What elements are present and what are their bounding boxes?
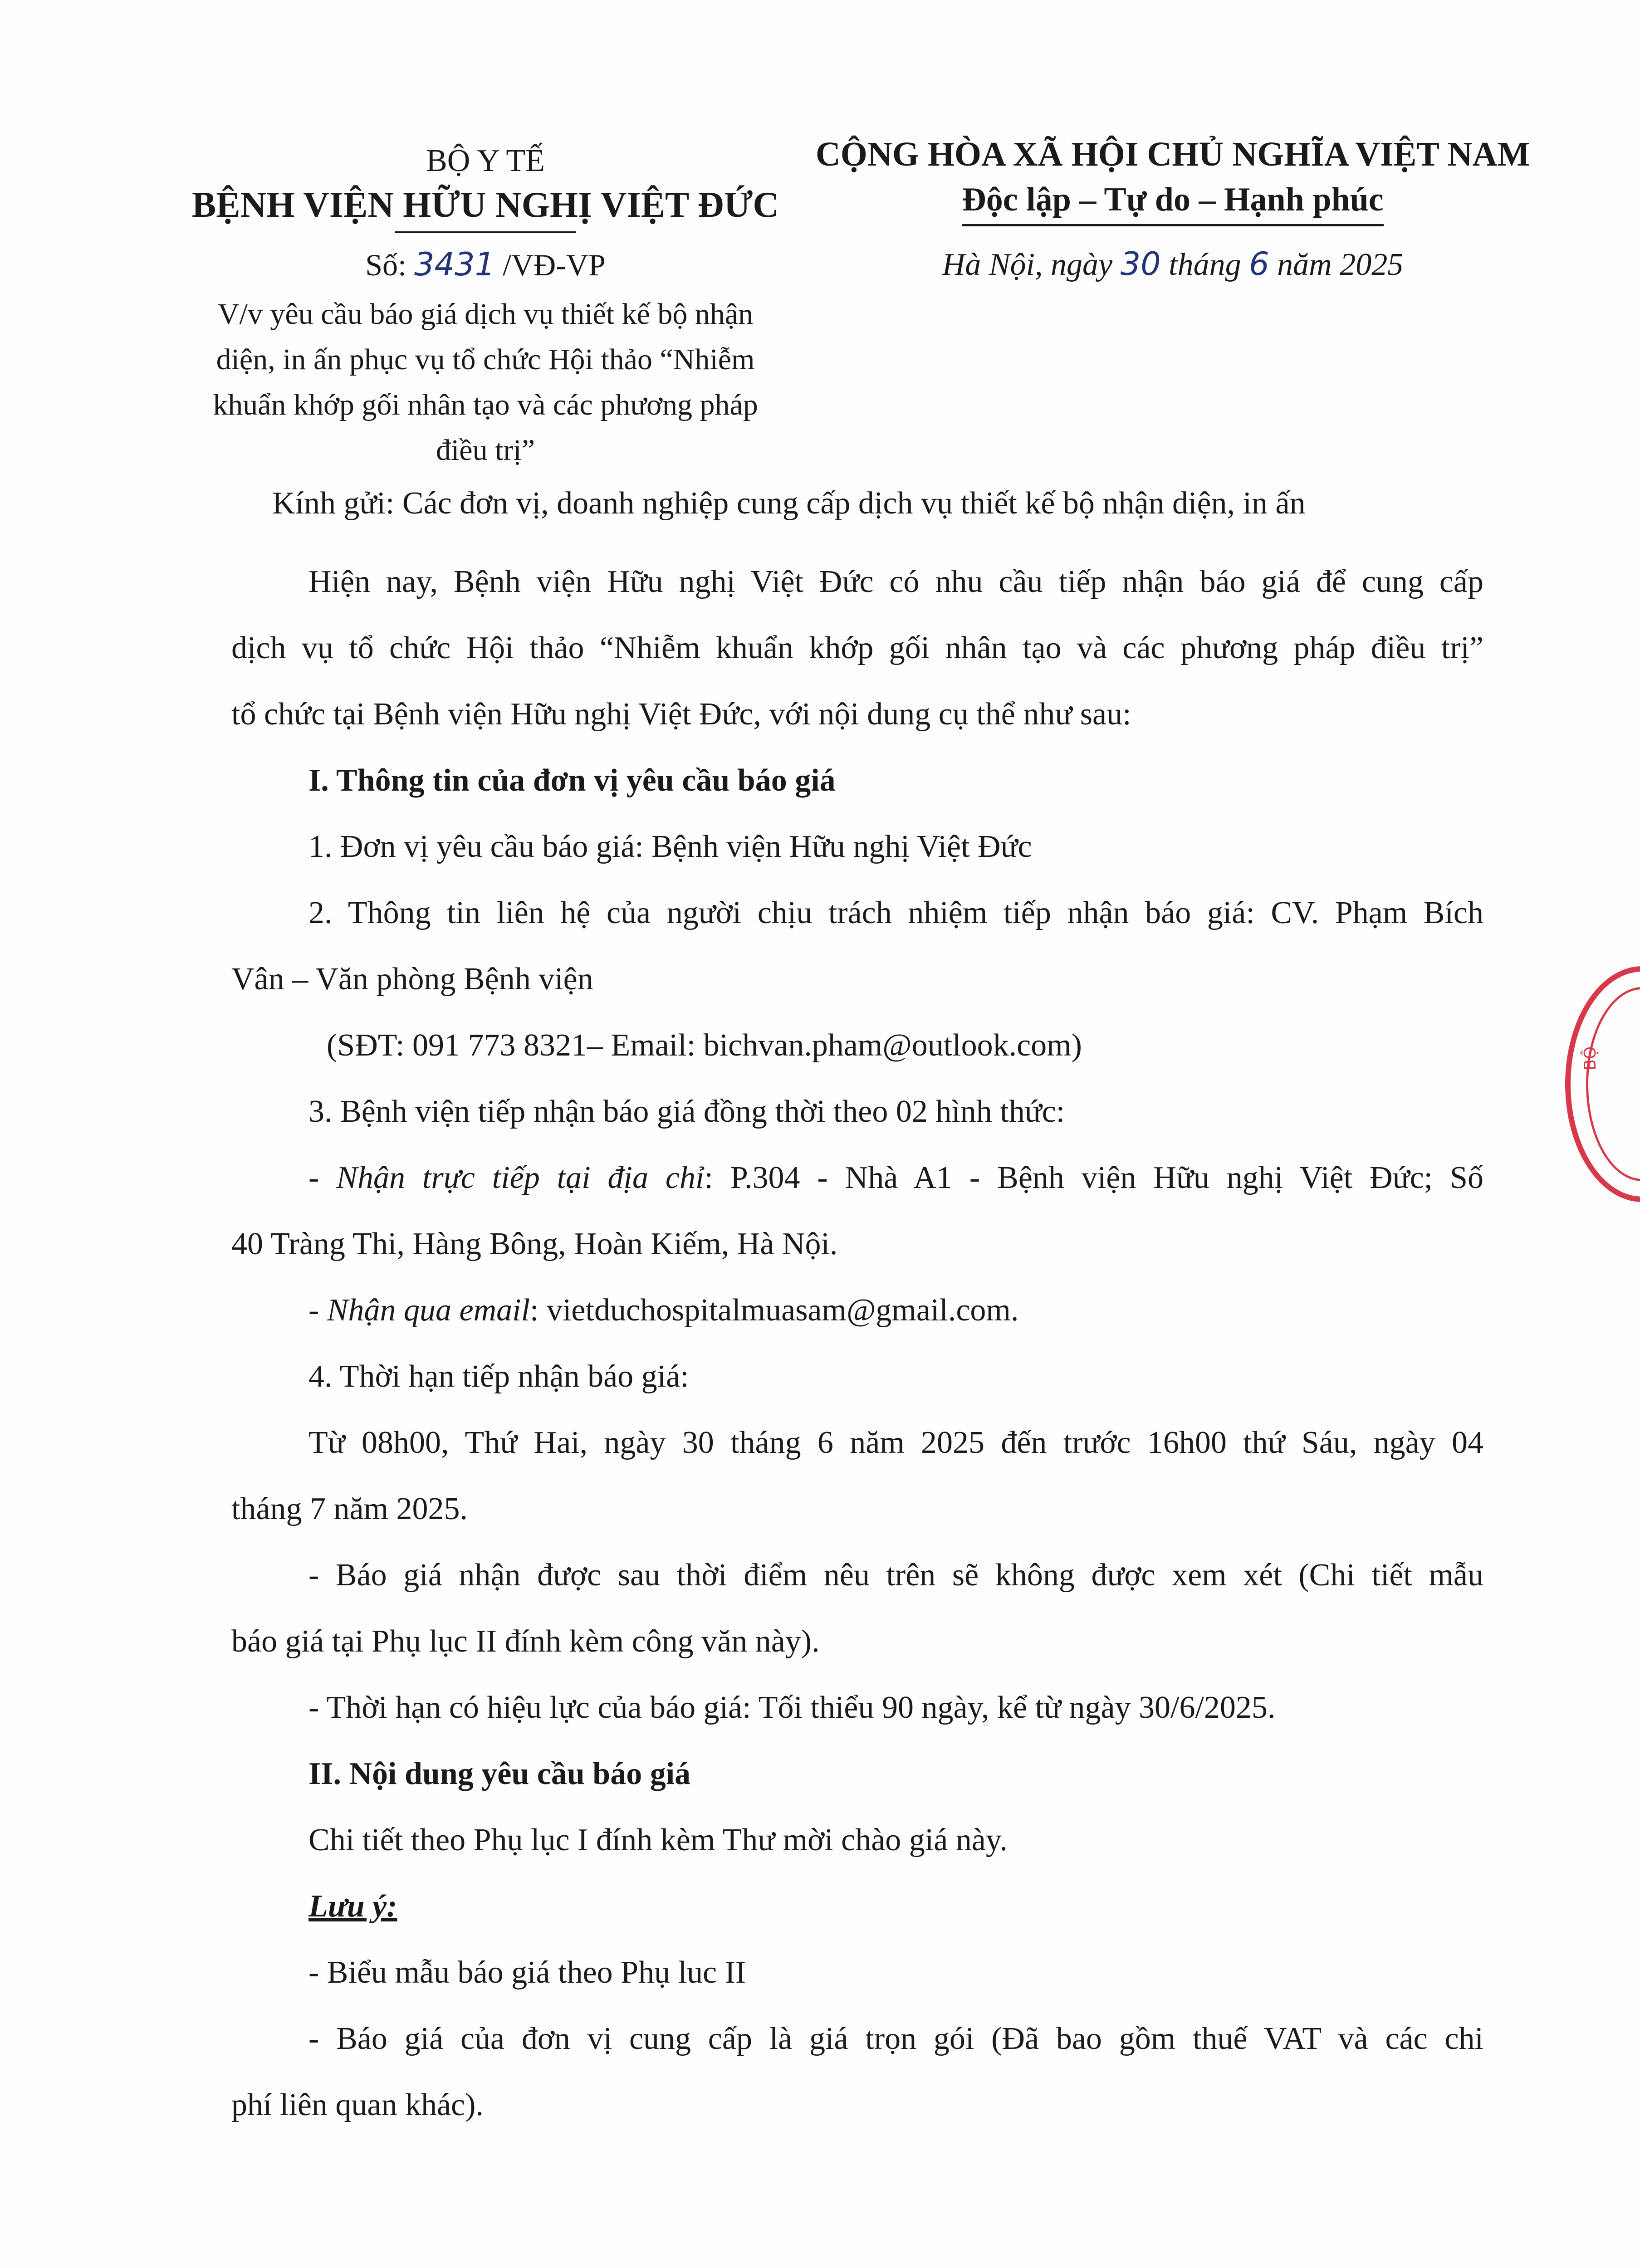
national-header <box>812 132 1533 290</box>
letter-body <box>231 549 1483 2138</box>
item-2-line-1: 2. Thông tin liên hệ của người chịu trách nhiệm tiếp nhận báo giá: CV. Phạm Bích <box>308 895 1483 930</box>
item-3b-label: - Nhận qua email <box>308 1293 530 1328</box>
section-2-text: Chi tiết theo Phụ lục I đính kèm Thư mời chào giá này. <box>308 1823 1008 1857</box>
subject-line-4: điều trị” <box>436 434 535 467</box>
item-4-validity: - Thời hạn có hiệu lực của báo giá: Tối thiểu 90 ngày, kể từ ngày 30/6/2025. <box>308 1690 1276 1725</box>
issuer-underline <box>395 231 576 233</box>
note-title: Lưu ý: <box>308 1889 397 1924</box>
item-4: 4. Thời hạn tiếp nhận báo giá: <box>308 1359 689 1394</box>
doc-number-handwritten: 3431 <box>414 246 495 283</box>
note-2-line-1: - Báo giá của đơn vị cung cấp là giá trọn gói (Đã bao gồm thuế VAT và các chi <box>308 2021 1483 2056</box>
date-month-label: tháng <box>1160 247 1249 282</box>
intro-line-1: Hiện nay, Bệnh viện Hữu nghị Việt Đức có nhu cầu tiếp nhận báo giá để cung cấp <box>308 564 1483 599</box>
item-3a-text: : P.304 - Nhà A1 - Bệnh viện Hữu nghị Việt Đức; Số <box>704 1160 1483 1195</box>
item-2-line-2: Vân – Văn phòng Bệnh viện <box>231 962 593 997</box>
section-1-title: I. Thông tin của đơn vị yêu cầu báo giá <box>308 763 836 798</box>
subject-line-1: V/v yêu cầu báo giá dịch vụ thiết kế bộ nhận <box>217 298 754 331</box>
date-line <box>812 239 1533 290</box>
hospital-name: BỆNH VIỆN HỮU NGHỊ VIỆT ĐỨC <box>191 185 779 225</box>
item-3a-cont: 40 Tràng Thi, Hàng Bông, Hoàn Kiếm, Hà Nội. <box>231 1227 838 1261</box>
item-3a-label: - Nhận trực tiếp tại địa chỉ <box>308 1160 705 1195</box>
intro-line-2: dịch vụ tổ chức Hội thảo “Nhiễm khuẩn khớp gối nhân tạo và các phương pháp điều trị” <box>231 631 1483 665</box>
date-prefix: Hà Nội, ngày <box>942 247 1121 282</box>
subject-line-3: khuẩn khớp gối nhân tạo và các phương pháp <box>213 388 758 421</box>
item-4-line-1: Từ 08h00, Thứ Hai, ngày 30 tháng 6 năm 2025 đến trước 16h00 thứ Sáu, ngày 04 <box>308 1425 1483 1460</box>
date-day-handwritten: 30 <box>1120 245 1161 283</box>
recipient-line: Kính gửi: Các đơn vị, doanh nghiệp cung cấp dịch vụ thiết kế bộ nhận diện, in ấn <box>272 486 1306 521</box>
item-4-note-2: báo giá tại Phụ lục II đính kèm công văn này). <box>231 1624 820 1659</box>
item-3b-text: : vietduchospitalmuasam@gmail.com. <box>530 1293 1019 1328</box>
red-seal-stamp <box>1565 966 1640 1202</box>
note-2-line-2: phí liên quan khác). <box>231 2087 484 2122</box>
item-1: 1. Đơn vị yêu cầu báo giá: Bệnh viện Hữu nghị Việt Đức <box>308 829 1032 864</box>
doc-number-prefix: Số: <box>365 248 414 282</box>
document-number <box>168 240 803 290</box>
item-3b <box>231 1277 1483 1344</box>
section-2-title: II. Nội dung yêu cầu báo giá <box>308 1756 691 1791</box>
issuer-block <box>168 141 803 473</box>
note-1: - Biểu mẫu báo giá theo Phụ luc II <box>308 1955 746 1990</box>
subject-line-2: diện, in ấn phục vụ tổ chức Hội thảo “Nhiễm <box>216 343 755 376</box>
intro-line-3: tổ chức tại Bệnh viện Hữu nghị Việt Đức, với nội dung cụ thể như sau: <box>231 697 1131 732</box>
nation-name: CỘNG HÒA XÃ HỘI CHỦ NGHĨA VIỆT NAM <box>815 135 1530 173</box>
date-year: năm 2025 <box>1269 247 1404 282</box>
item-4-line-2: tháng 7 năm 2025. <box>231 1491 468 1526</box>
item-3: 3. Bệnh viện tiếp nhận báo giá đồng thời theo 02 hình thức: <box>308 1094 1065 1129</box>
seal-text: BỘ <box>1581 1046 1600 1070</box>
item-4-note-1: - Báo giá nhận được sau thời điểm nêu trên sẽ không được xem xét (Chi tiết mẫu <box>308 1558 1483 1593</box>
ministry-name: BỘ Y TẾ <box>426 143 545 178</box>
doc-number-suffix: /VĐ-VP <box>495 248 606 282</box>
date-month-handwritten: 6 <box>1249 245 1269 283</box>
item-3a <box>231 1145 1483 1211</box>
national-motto: Độc lập – Tự do – Hạnh phúc <box>962 177 1383 226</box>
subject-line <box>168 292 803 473</box>
item-2-contact: (SĐT: 091 773 8321– Email: bichvan.pham@outlook.com) <box>327 1028 1082 1063</box>
